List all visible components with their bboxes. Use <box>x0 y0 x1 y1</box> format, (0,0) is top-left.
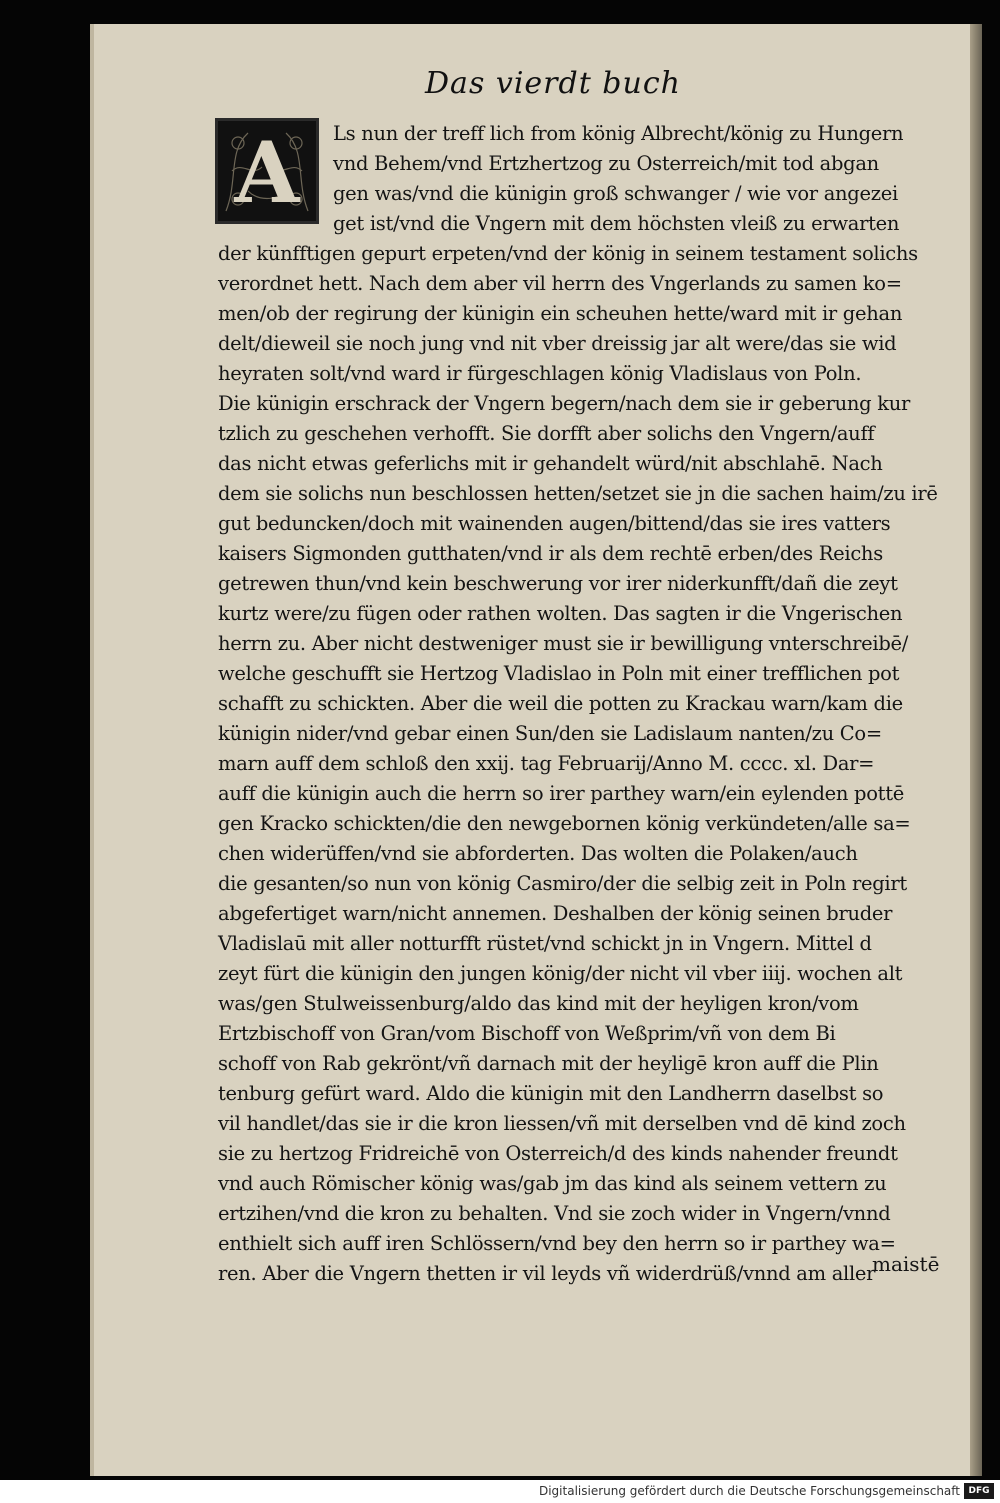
text-line: zeyt fürt die künigin den jungen könig/der nicht vil vber iiij. wochen alt <box>218 962 903 985</box>
text-line: gut beduncken/doch mit wainenden augen/bittend/das sie ires vatters <box>218 512 891 535</box>
text-line: schoff von Rab gekrönt/vñ darnach mit der heyligē kron auff die Plin <box>218 1052 879 1075</box>
text-line: vnd Behem/vnd Ertzhertzog zu Osterreich/mit tod abgan <box>333 152 879 175</box>
text-line: dem sie solichs nun beschlossen hetten/setzet sie jn die sachen haim/zu irē <box>218 482 938 505</box>
text-line: Die künigin erschrack der Vngern begern/nach dem sie ir geberung kur <box>218 392 911 415</box>
text-line: vnd auch Römischer könig was/gab jm das kind als seinem vettern zu <box>218 1172 887 1195</box>
text-line: gen Kracko schickten/die den newgebornen könig verkündeten/alle sa= <box>218 812 911 835</box>
text-line: verordnet hett. Nach dem aber vil herrn des Vngerlands zu samen ko= <box>218 272 902 295</box>
text-line: abgefertiget warn/nicht annemen. Deshalben der könig seinen bruder <box>218 902 893 925</box>
catchword: maistē <box>872 1252 940 1276</box>
text-line: ren. Aber die Vngern thetten ir vil leyds vñ widerdrüß/vnnd am aller <box>218 1262 876 1285</box>
text-line: vil handlet/das sie ir die kron liessen/vñ mit derselben vnd dē kind zoch <box>218 1112 906 1135</box>
text-line: schafft zu schickten. Aber die weil die potten zu Krackau warn/kam die <box>218 692 903 715</box>
text-line: chen widerüffen/vnd sie abforderten. Das wolten die Polaken/auch <box>218 842 858 865</box>
text-line: sie zu hertzog Fridreichē von Osterreich/d des kinds nahender freundt <box>218 1142 898 1165</box>
text-line: das nicht etwas geferlichs mit ir gehandelt würd/nit abschlahē. Nach <box>218 452 883 475</box>
running-header: Das vierdt buch <box>425 66 681 101</box>
text-line: welche geschufft sie Hertzog Vladislao in Poln mit einer trefflichen pot <box>218 662 900 685</box>
text-line: tzlich zu geschehen verhofft. Sie dorfft aber solichs den Vngern/auff <box>218 422 875 445</box>
text-line: heyraten solt/vnd ward ir fürgeschlagen könig Vladislaus von Poln. <box>218 362 862 385</box>
text-line: kurtz were/zu fügen oder rathen wolten. Das sagten ir die Vngerischen <box>218 602 903 625</box>
initial-letter: A <box>234 123 300 222</box>
text-line: tenburg gefürt ward. Aldo die künigin mit den Landherrn daselbst so <box>218 1082 884 1105</box>
text-line: marn auff dem schloß den xxij. tag Februarij/Anno M. cccc. xl. Dar= <box>218 752 875 775</box>
text-line: die gesanten/so nun von könig Casmiro/der die selbig zeit in Poln regirt <box>218 872 907 895</box>
text-line: getrewen thun/vnd kein beschwerung vor irer niderkunfft/dañ die zeyt <box>218 572 898 595</box>
text-line: men/ob der regirung der künigin ein scheuhen hette/ward mit ir gehan <box>218 302 903 325</box>
text-line: delt/dieweil sie noch jung vnd nit vber dreissig jar alt were/das sie wid <box>218 332 897 355</box>
page-edge <box>970 24 982 1476</box>
text-line: der künfftigen gepurt erpeten/vnd der könig in seinem testament solichs <box>218 242 918 265</box>
text-line: auff die künigin auch die herrn so irer parthey warn/ein eylenden pottē <box>218 782 904 805</box>
text-line: gen was/vnd die künigin groß schwanger / wie vor angezei <box>333 182 898 205</box>
text-line: Ertzbischoff von Gran/vom Bischoff von Weßprim/vñ von dem Bi <box>218 1022 836 1045</box>
text-line: enthielt sich auff iren Schlössern/vnd bey den herrn so ir parthey wa= <box>218 1232 896 1255</box>
dfg-logo-icon: DFG <box>964 1483 994 1499</box>
text-line: was/gen Stulweissenburg/aldo das kind mit der heyligen kron/vom <box>218 992 859 1015</box>
funding-note: Digitalisierung gefördert durch die Deutsche Forschungsgemeinschaft <box>538 1484 960 1498</box>
text-line: ertzihen/vnd die kron zu behalten. Vnd sie zoch wider in Vngern/vnnd <box>218 1202 891 1225</box>
decorated-initial <box>215 118 319 224</box>
text-line: künigin nider/vnd gebar einen Sun/den sie Ladislaum nanten/zu Co= <box>218 722 882 745</box>
text-line: herrn zu. Aber nicht destweniger must sie ir bewilligung vnterschreibē/ <box>218 632 909 655</box>
text-line: Vladislaū mit aller notturfft rüstet/vnd schickt jn in Vngern. Mittel d <box>218 932 872 955</box>
footer-bar <box>0 1480 1000 1503</box>
text-line: Ls nun der treff lich from könig Albrecht/könig zu Hungern <box>333 122 904 145</box>
text-line: get ist/vnd die Vngern mit dem höchsten vleiß zu erwarten <box>333 212 900 235</box>
text-line: kaisers Sigmonden gutthaten/vnd ir als dem rechtē erben/des Reichs <box>218 542 883 565</box>
